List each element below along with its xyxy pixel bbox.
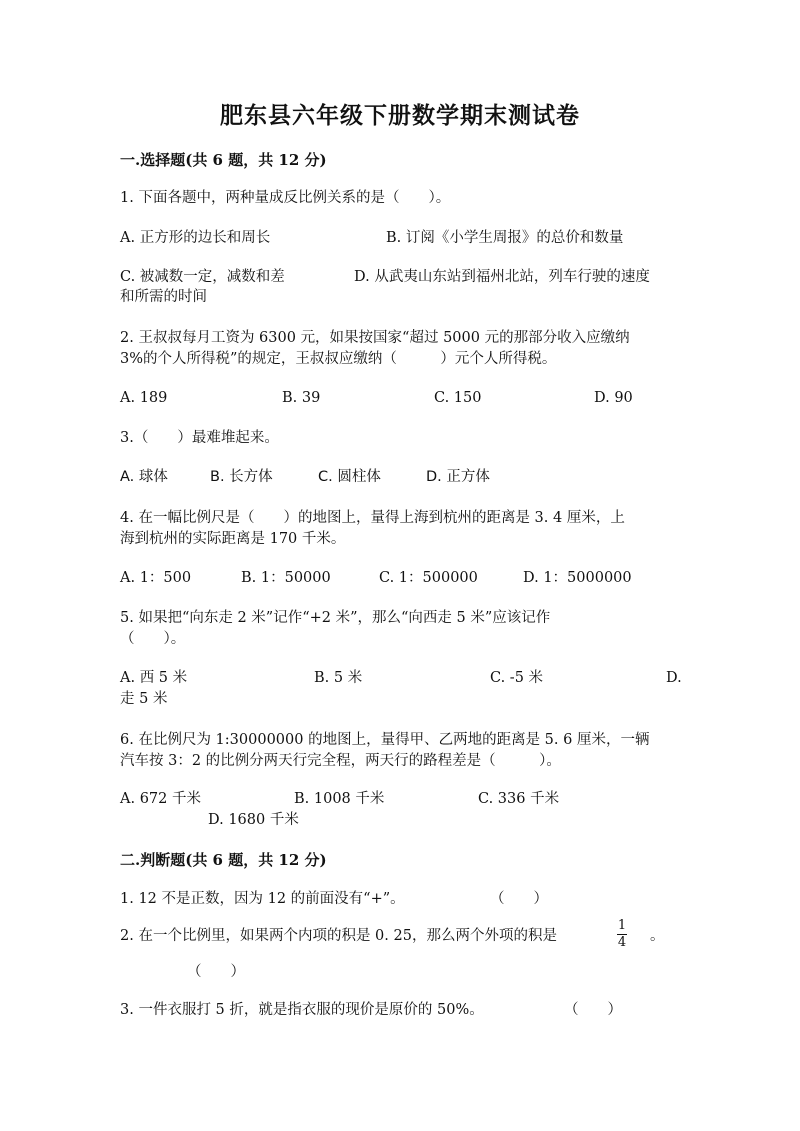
option-a: A. 672 千米 <box>120 791 201 807</box>
section-heading-choice: 一.选择题(共 6 题，共 12 分) <box>120 151 327 169</box>
option-d-continued: 和所需的时间 <box>120 289 207 305</box>
option-c: C. 被减数一定，减数和差 <box>120 269 285 285</box>
option-d: D. 1：5000000 <box>523 570 632 586</box>
question-stem-continued: 3%的个人所得税”的规定，王叔叔应缴纳（ ）元个人所得税。 <box>120 351 557 367</box>
option-d: D. 90 <box>594 390 633 406</box>
option-c: C. -5 米 <box>490 670 544 686</box>
question-stem: 4. 在一幅比例尺是（ ）的地图上，量得上海到杭州的距离是 3. 4 厘米，上 <box>120 510 625 526</box>
section-heading-judgement: 二.判断题(共 6 题，共 12 分) <box>120 851 327 869</box>
question-stem: 2. 王叔叔每月工资为 6300 元，如果按国家“超过 5000 元的那部分收入应缴纳 <box>120 330 630 346</box>
fraction-numerator: 1 <box>617 918 627 933</box>
option-a: A. 西 5 米 <box>120 670 188 686</box>
option-c: C. 336 千米 <box>478 791 560 807</box>
question-stem-continued: 海到杭州的实际距离是 170 千米。 <box>120 531 346 547</box>
option-a: A. 189 <box>120 390 168 406</box>
option-c: C. 150 <box>434 390 482 406</box>
question-stem: 1. 12 不是正数，因为 12 的前面没有“+”。 <box>120 891 405 907</box>
question-stem: 5. 如果把“向东走 2 米”记作“+2 米”，那么“向西走 5 米”应该记作 <box>120 610 551 626</box>
sentence-period: 。 <box>650 928 665 944</box>
option-b: B. 1008 千米 <box>294 791 385 807</box>
option-d: D. 正方体 <box>426 469 490 485</box>
question-stem: 1. 下面各题中，两种量成反比例关系的是（ ）。 <box>120 190 451 206</box>
option-c: C. 圆柱体 <box>318 469 381 485</box>
fraction-denominator: 4 <box>617 935 627 950</box>
question-stem: 2. 在一个比例里，如果两个内项的积是 0. 25，那么两个外项的积是 <box>120 928 557 944</box>
fraction-one-quarter <box>617 919 627 950</box>
option-b: B. 5 米 <box>314 670 363 686</box>
option-d-continued: 走 5 米 <box>120 691 168 707</box>
question-stem-continued: 汽车按 3：2 的比例分两天行完全程，两天行的路程差是（ ）。 <box>120 753 561 769</box>
option-a: A. 球体 <box>120 469 168 485</box>
question-stem: 3. 一件衣服打 5 折，就是指衣服的现价是原价的 50%。 <box>120 1002 484 1018</box>
answer-paren: （ ） <box>564 1002 622 1018</box>
option-c: C. 1：500000 <box>379 570 478 586</box>
option-b: B. 1：50000 <box>241 570 331 586</box>
question-stem: 3.（ ）最难堆起来。 <box>120 430 279 446</box>
option-a: A. 正方形的边长和周长 <box>120 230 271 246</box>
question-stem: 6. 在比例尺为 1:30000000 的地图上，量得甲、乙两地的距离是 5. 6 厘米，一辆 <box>120 732 650 748</box>
option-d: D. 1680 千米 <box>208 812 299 828</box>
option-d: D. 从武夷山东站到福州北站，列车行驶的速度 <box>354 269 650 285</box>
question-stem-continued: （ ）。 <box>120 631 186 647</box>
option-a: A. 1：500 <box>120 570 192 586</box>
option-b: B. 长方体 <box>210 469 273 485</box>
answer-paren: （ ） <box>187 964 245 980</box>
option-b: B. 订阅《小学生周报》的总价和数量 <box>386 230 624 246</box>
page-title: 肥东县六年级下册数学期末测试卷 <box>220 102 580 129</box>
option-d: D. <box>666 670 682 686</box>
answer-paren: （ ） <box>490 891 548 907</box>
option-b: B. 39 <box>282 390 321 406</box>
